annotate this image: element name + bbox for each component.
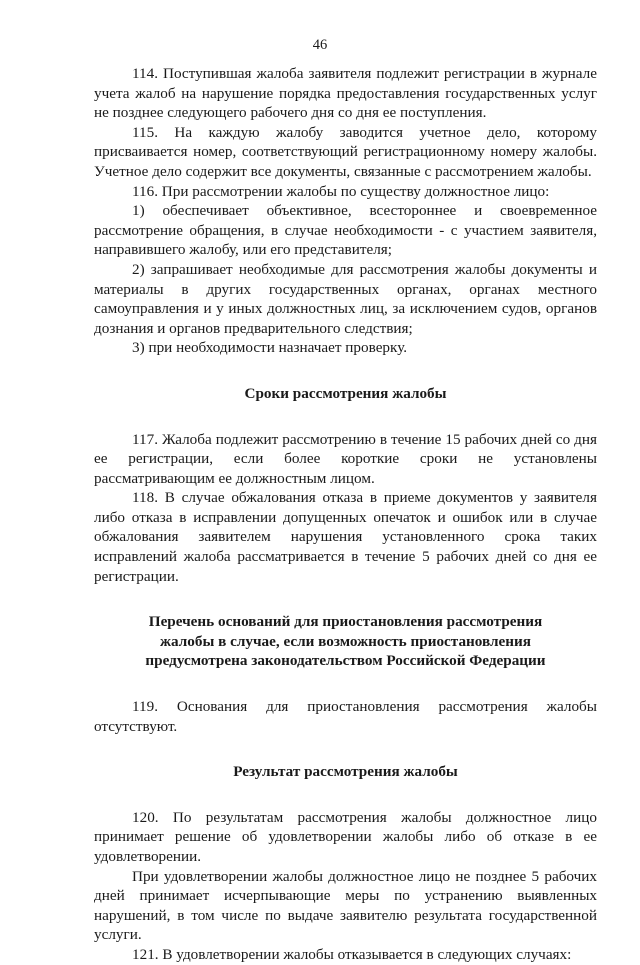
paragraph-116: 116. При рассмотрении жалобы по существу должностное лицо: (132, 182, 550, 200)
heading-suspension-line-3: предусмотрена законодательством Российской Федерации (145, 652, 546, 670)
paragraph-116-item-1: 1) обеспечивает объективное, всестороннее и своевременное рассмотрение обращения, в случае необходимости - с участием заявителя, направившего жалобу, или его представителя; (94, 202, 597, 259)
heading-suspension-grounds (94, 612, 597, 671)
paragraph-117: 117. Жалоба подлежит рассмотрению в течение 15 рабочих дней со дня ее регистрации, если более короткие сроки не установлены рассматривающим ее должностным лицом. (94, 430, 597, 487)
paragraph-115: 115. На каждую жалобу заводится учетное дело, которому присваивается номер, соответствующий регистрационному номеру жалобы. Учетное дело содержит все документы, связанные с рассмотрением жалобы. (94, 123, 597, 180)
heading-suspension-line-2: жалобы в случае, если возможность приостановления (160, 632, 531, 650)
heading-suspension-line-1: Перечень оснований для приостановления рассмотрения (148, 613, 543, 631)
heading-review-terms: Сроки рассмотрения жалобы (244, 384, 447, 402)
paragraph-121: 121. В удовлетворении жалобы отказывается в следующих случаях: (132, 945, 572, 963)
paragraph-114: 114. Поступившая жалоба заявителя подлежит регистрации в журнале учета жалоб на нарушение порядка предоставления государственных услуг не позднее следующего рабочего дня со дня ее поступления. (94, 65, 597, 122)
heading-review-result: Результат рассмотрения жалобы (233, 763, 458, 781)
paragraph-120: 120. По результатам рассмотрения жалобы должностное лицо принимает решение об удовлетворении жалобы либо об отказе в ее удовлетворении. (94, 808, 597, 865)
paragraph-120-satisfaction: При удовлетворении жалобы должностное лицо не позднее 5 рабочих дней принимает исчерпывающие меры по устранению выявленных нарушений, в том числе по выдаче заявителю результата государственной услуги. (94, 867, 597, 944)
page-number: 46 (312, 37, 328, 53)
paragraph-119: 119. Основания для приостановления рассмотрения жалобы отсутствуют. (94, 698, 597, 735)
paragraph-116-item-2: 2) запрашивает необходимые для рассмотрения жалобы документы и материалы в других государственных органах, органах местного самоуправления и у иных должностных лиц, за исключением судов, органов дознания и органов предварительного следствия; (94, 260, 597, 337)
paragraph-118: 118. В случае обжалования отказа в приеме документов у заявителя либо отказа в исправлении допущенных опечаток и ошибок или в случае обжалования заявителем нарушения установленного срока таких исправлений жалоба рассматривается в течение 5 рабочих дней со дня ее регистрации. (94, 489, 597, 585)
paragraph-116-item-3: 3) при необходимости назначает проверку. (132, 339, 408, 357)
document-body (94, 64, 597, 965)
